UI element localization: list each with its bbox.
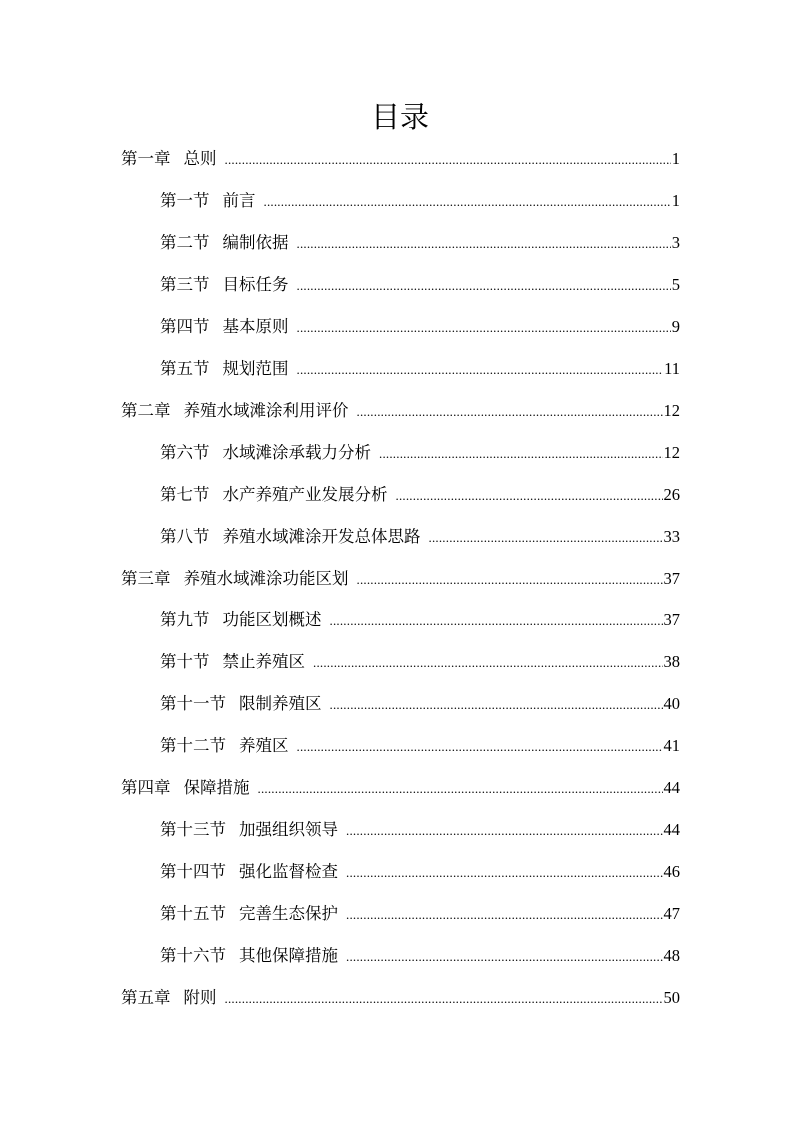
toc-section-entry[interactable] <box>160 348 680 390</box>
toc-section-entry[interactable] <box>160 180 680 222</box>
toc-section-entry[interactable] <box>160 935 680 977</box>
toc-page-number: 48 <box>663 946 680 965</box>
dot-leader <box>396 475 663 517</box>
toc-entry-heading: 养殖水域滩涂开发总体思路 <box>222 527 421 546</box>
toc-chapter-entry[interactable] <box>121 767 680 809</box>
page-title: 目录 <box>370 100 429 134</box>
toc-entry-number: 第十节 <box>160 652 210 671</box>
toc-entry-number: 第十二节 <box>160 736 226 755</box>
toc-page-number: 38 <box>663 652 680 671</box>
dot-leader <box>346 852 663 894</box>
toc-entry-heading: 功能区划概述 <box>222 610 322 629</box>
toc-page-number: 3 <box>671 233 680 252</box>
toc-entry-heading: 前言 <box>222 191 256 210</box>
toc-section-entry[interactable] <box>160 306 680 348</box>
toc-chapter-entry[interactable] <box>121 558 680 600</box>
toc-entry-heading: 强化监督检查 <box>239 862 338 881</box>
toc-section-entry[interactable] <box>160 264 680 306</box>
toc-entry-heading: 水域滩涂承载力分析 <box>222 443 371 462</box>
toc-entry-number: 第七节 <box>160 485 210 504</box>
toc-page-number: 1 <box>671 149 680 168</box>
toc-chapter-entry[interactable] <box>121 390 680 432</box>
toc-entry-heading: 编制依据 <box>222 233 289 252</box>
toc-page-number: 5 <box>671 275 680 294</box>
toc-entry-number: 第八节 <box>160 527 210 546</box>
toc-section-entry[interactable] <box>160 851 680 893</box>
toc-entry-heading: 完善生态保护 <box>239 904 338 923</box>
toc-entry-number: 第一章 <box>121 149 171 168</box>
toc-chapter-entry[interactable] <box>121 138 680 180</box>
dot-leader <box>313 642 663 684</box>
dot-leader <box>357 559 663 601</box>
toc-entry-heading: 总则 <box>183 149 217 168</box>
dot-leader <box>264 181 671 223</box>
toc-entry-heading: 基本原则 <box>222 317 289 336</box>
toc-page-number: 44 <box>663 778 680 797</box>
toc-section-entry[interactable] <box>160 432 680 474</box>
toc-entry-heading: 其他保障措施 <box>239 946 338 965</box>
toc-page-number: 40 <box>663 694 680 713</box>
dot-leader <box>346 936 663 978</box>
toc-entry-number: 第二章 <box>121 401 171 420</box>
toc-page-number: 50 <box>663 988 680 1007</box>
dot-leader <box>346 894 663 936</box>
toc-page-number: 33 <box>663 527 680 546</box>
toc-entry-heading: 养殖区 <box>239 736 289 755</box>
toc-page-number: 1 <box>671 191 680 210</box>
toc-entry-heading: 加强组织领导 <box>239 820 338 839</box>
toc-entry-heading: 保障措施 <box>183 778 250 797</box>
toc-entry-number: 第五节 <box>160 359 210 378</box>
toc-entry-number: 第四章 <box>121 778 171 797</box>
toc-section-entry[interactable] <box>160 474 680 516</box>
toc-entry-heading: 禁止养殖区 <box>222 652 305 671</box>
toc-entry-number: 第十一节 <box>160 694 226 713</box>
toc-entry-number: 第四节 <box>160 317 210 336</box>
toc-entry-number: 第十五节 <box>160 904 226 923</box>
toc-entry-heading: 规划范围 <box>222 359 289 378</box>
toc-entry-heading: 养殖水域滩涂利用评价 <box>183 401 349 420</box>
dot-leader <box>258 768 663 810</box>
toc-page-number: 37 <box>663 610 680 629</box>
dot-leader <box>225 139 671 181</box>
toc-section-entry[interactable] <box>160 599 680 641</box>
toc-page-number: 47 <box>663 904 680 923</box>
toc-entry-heading: 附则 <box>183 988 217 1007</box>
toc-entry-heading: 目标任务 <box>222 275 289 294</box>
toc-entry-number: 第十三节 <box>160 820 226 839</box>
toc-section-entry[interactable] <box>160 683 680 725</box>
toc-entry-number: 第一节 <box>160 191 210 210</box>
toc-section-entry[interactable] <box>160 516 680 558</box>
dot-leader <box>330 600 663 642</box>
dot-leader <box>357 391 663 433</box>
toc-entry-number: 第二节 <box>160 233 210 252</box>
toc-page-number: 12 <box>663 443 680 462</box>
dot-leader <box>429 517 663 559</box>
toc-entry-heading: 水产养殖产业发展分析 <box>222 485 388 504</box>
toc-page-number: 12 <box>663 401 680 420</box>
dot-leader <box>330 684 663 726</box>
dot-leader <box>297 223 671 265</box>
toc-entry-number: 第五章 <box>121 988 171 1007</box>
toc-entry-number: 第三章 <box>121 569 171 588</box>
toc-entry-number: 第三节 <box>160 275 210 294</box>
dot-leader <box>297 726 663 768</box>
toc-section-entry[interactable] <box>160 893 680 935</box>
toc-page-number: 26 <box>663 485 680 504</box>
toc-entry-heading: 限制养殖区 <box>239 694 322 713</box>
toc-section-entry[interactable] <box>160 809 680 851</box>
dot-leader <box>297 349 664 391</box>
toc-section-entry[interactable] <box>160 222 680 264</box>
toc-entry-heading: 养殖水域滩涂功能区划 <box>183 569 349 588</box>
toc-page-number: 41 <box>663 736 680 755</box>
toc-entry-number: 第十四节 <box>160 862 226 881</box>
toc-page-number: 46 <box>663 862 680 881</box>
toc-section-entry[interactable] <box>160 641 680 683</box>
dot-leader <box>297 265 671 307</box>
toc-page-number: 44 <box>663 820 680 839</box>
toc-page-number: 11 <box>664 359 680 378</box>
toc-entry-number: 第九节 <box>160 610 210 629</box>
toc-entry-number: 第十六节 <box>160 946 226 965</box>
toc-page-number: 37 <box>663 569 680 588</box>
toc-page-number: 9 <box>671 317 680 336</box>
toc-chapter-entry[interactable] <box>121 977 680 1019</box>
toc-entry-number: 第六节 <box>160 443 210 462</box>
dot-leader <box>346 810 663 852</box>
dot-leader <box>225 978 663 1020</box>
dot-leader <box>297 307 671 349</box>
toc-section-entry[interactable] <box>160 725 680 767</box>
dot-leader <box>379 433 663 475</box>
